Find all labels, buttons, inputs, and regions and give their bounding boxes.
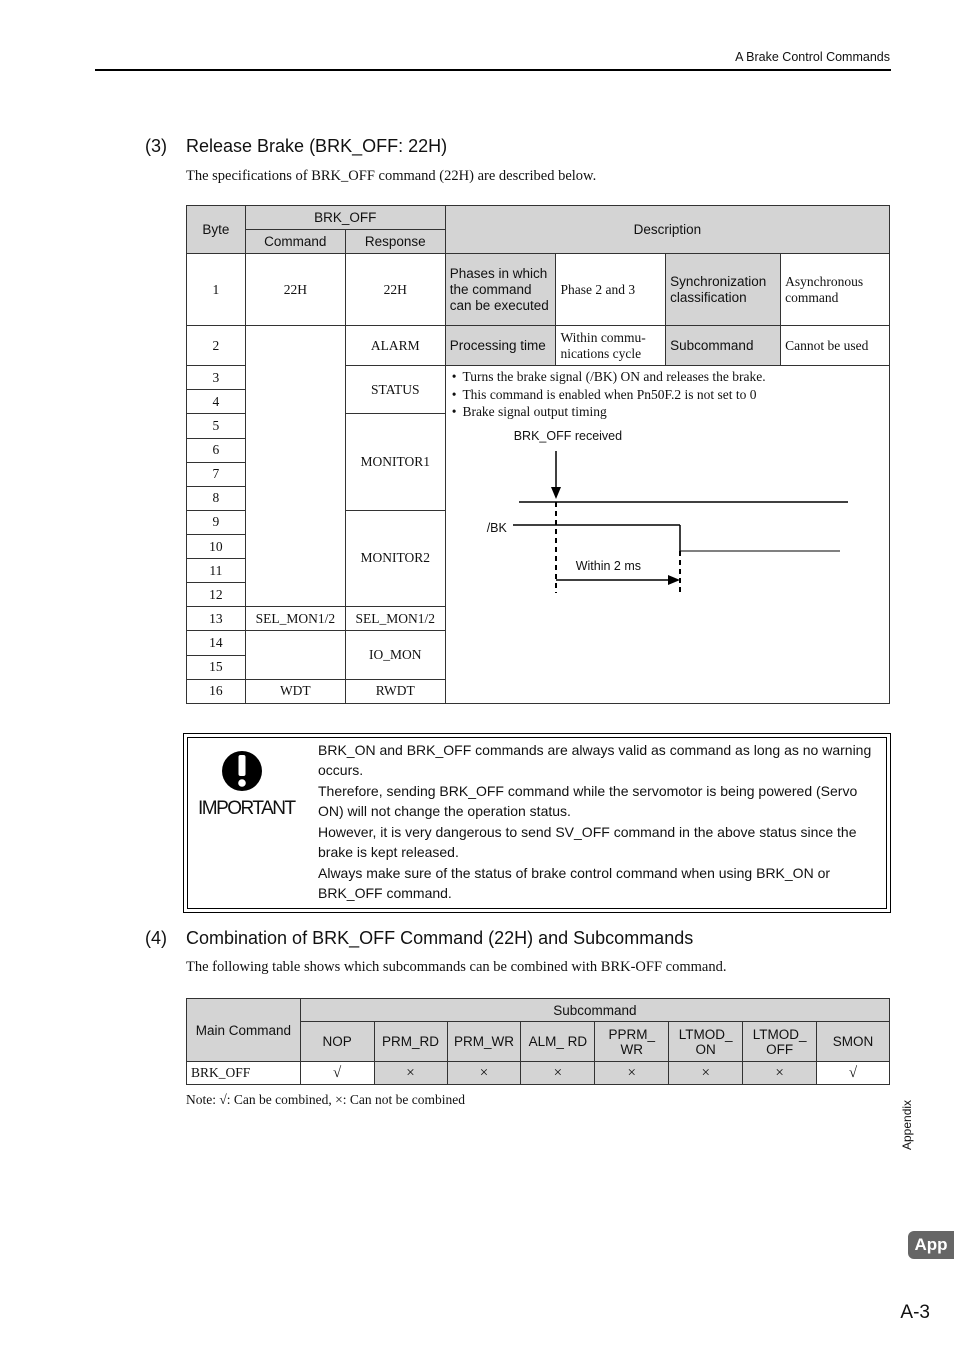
header-byte: Byte: [187, 206, 246, 254]
bullet-item: • Turns the brake signal (/BK) ON and releases the brake.: [452, 368, 883, 386]
page-number: A-3: [900, 1302, 930, 1323]
table-note: Note: √: Can be combined, ×: Can not be combined: [186, 1092, 465, 1107]
running-header: A Brake Control Commands: [735, 50, 890, 64]
processing-time-label: Processing time: [445, 326, 556, 366]
sel-mon-command-cell: SEL_MON1/2: [245, 607, 345, 631]
header-description: Description: [445, 206, 889, 254]
bk-signal-label: /BK: [486, 520, 507, 535]
byte-cell: 14: [187, 631, 246, 656]
combo-cell: ×: [669, 1062, 743, 1085]
col-smon: SMON: [817, 1022, 890, 1062]
sync-class-label: Synchronization classification: [666, 254, 781, 326]
arrow-down-icon: [551, 487, 561, 499]
important-label: IMPORTANT: [198, 798, 295, 819]
section-3-intro: The specifications of BRK_OFF command (22H) are described below.: [186, 168, 597, 184]
col-ltmod-on: LTMOD_ ON: [669, 1022, 743, 1062]
app-tab[interactable]: App: [908, 1231, 954, 1259]
row-main-command: BRK_OFF: [187, 1062, 301, 1085]
arrow-right-icon: [668, 575, 680, 585]
important-inner-frame: [187, 737, 887, 909]
brk-off-received-label: BRK_OFF received: [513, 428, 623, 443]
command-cell: 22H: [245, 254, 345, 326]
byte-cell: 10: [187, 535, 246, 559]
combo-cell: ×: [521, 1062, 595, 1085]
header-rule: [95, 69, 891, 71]
header-command: Command: [245, 230, 345, 254]
header-main-command: Main Command: [187, 999, 301, 1062]
io-mon-cell: IO_MON: [345, 631, 445, 680]
description-bullets: [452, 368, 883, 421]
combo-cell: ×: [743, 1062, 817, 1085]
byte-cell: 12: [187, 583, 246, 607]
header-response: Response: [345, 230, 445, 254]
byte-cell: 16: [187, 679, 246, 703]
sel-mon-response-cell: SEL_MON1/2: [345, 607, 445, 631]
phases-value: Phase 2 and 3: [556, 254, 666, 326]
byte-cell: 15: [187, 655, 246, 679]
subcommand-value: Cannot be used: [781, 326, 890, 366]
important-paragraph: Always make sure of the status of brake control command when using BRK_ON or BRK_OFF command.: [318, 865, 831, 901]
combo-cell: ×: [595, 1062, 669, 1085]
col-nop: NOP: [300, 1022, 374, 1062]
rwdt-cell: RWDT: [345, 679, 445, 703]
subcommand-label: Subcommand: [666, 326, 781, 366]
wdt-cell: WDT: [245, 679, 345, 703]
byte-cell: 11: [187, 559, 246, 583]
important-notice: [183, 733, 891, 913]
combo-cell: ×: [447, 1062, 521, 1085]
byte-cell: 2: [187, 326, 246, 366]
phases-label: Phases in which the command can be executed: [445, 254, 556, 326]
timing-waveform: [452, 421, 894, 701]
important-paragraph: Therefore, sending BRK_OFF command while the servomotor is being powered (Servo ON) will not change the operation status.: [318, 783, 858, 819]
combo-cell: √: [817, 1062, 890, 1085]
status-cell: STATUS: [345, 366, 445, 414]
description-cell: [445, 366, 889, 704]
byte-cell: 6: [187, 438, 246, 462]
monitor2-cell: MONITOR2: [345, 510, 445, 607]
section-4-intro: The following table shows which subcommands can be combined with BRK-OFF command.: [186, 959, 727, 975]
within-2ms-label: Within 2 ms: [575, 558, 641, 573]
response-cell: ALARM: [345, 326, 445, 366]
processing-time-value: Within commu-nications cycle: [556, 326, 666, 366]
important-paragraph: However, it is very dangerous to send SV_OFF command in the above status since the brake is kept released.: [318, 824, 857, 860]
byte-cell: 13: [187, 607, 246, 631]
byte-cell: 9: [187, 510, 246, 535]
timing-diagram: [452, 421, 883, 701]
important-text: [318, 741, 886, 905]
header-brk-off: BRK_OFF: [245, 206, 445, 230]
col-prm-wr: PRM_WR: [447, 1022, 521, 1062]
col-prm-rd: PRM_RD: [374, 1022, 447, 1062]
byte-cell: 7: [187, 462, 246, 486]
byte-cell: 3: [187, 366, 246, 390]
sync-class-value: Asynchronous command: [781, 254, 890, 326]
col-alm-rd: ALM_ RD: [521, 1022, 595, 1062]
byte-cell: 5: [187, 414, 246, 439]
section-3-number: (3): [145, 136, 167, 156]
monitor1-cell: MONITOR1: [345, 414, 445, 511]
byte-cell: 1: [187, 254, 246, 326]
appendix-side-label: Appendix: [900, 1099, 914, 1150]
byte-cell: 4: [187, 390, 246, 414]
subcommand-combination-table: [186, 998, 890, 1085]
byte-cell: 8: [187, 486, 246, 510]
section-3-title: Release Brake (BRK_OFF: 22H): [186, 136, 448, 156]
response-cell: 22H: [345, 254, 445, 326]
section-4-title: Combination of BRK_OFF Command (22H) and Subcommands: [186, 928, 694, 948]
bullet-item: • This command is enabled when Pn50F.2 is not set to 0: [452, 386, 883, 404]
exclamation-icon: [222, 748, 262, 798]
header-subcommand: Subcommand: [300, 999, 889, 1022]
section-4-number: (4): [145, 928, 167, 948]
brk-off-spec-table: [186, 205, 890, 704]
col-ltmod-off: LTMOD_ OFF: [743, 1022, 817, 1062]
combo-cell: ×: [374, 1062, 447, 1085]
col-pprm-wr: PPRM_ WR: [595, 1022, 669, 1062]
command-empty-cell: [245, 631, 345, 680]
combo-cell: √: [300, 1062, 374, 1085]
important-paragraph: BRK_ON and BRK_OFF commands are always valid as command as long as no warning occurs.: [318, 742, 872, 778]
bullet-item: • Brake signal output timing: [452, 403, 883, 421]
command-empty-cell: [245, 326, 345, 607]
